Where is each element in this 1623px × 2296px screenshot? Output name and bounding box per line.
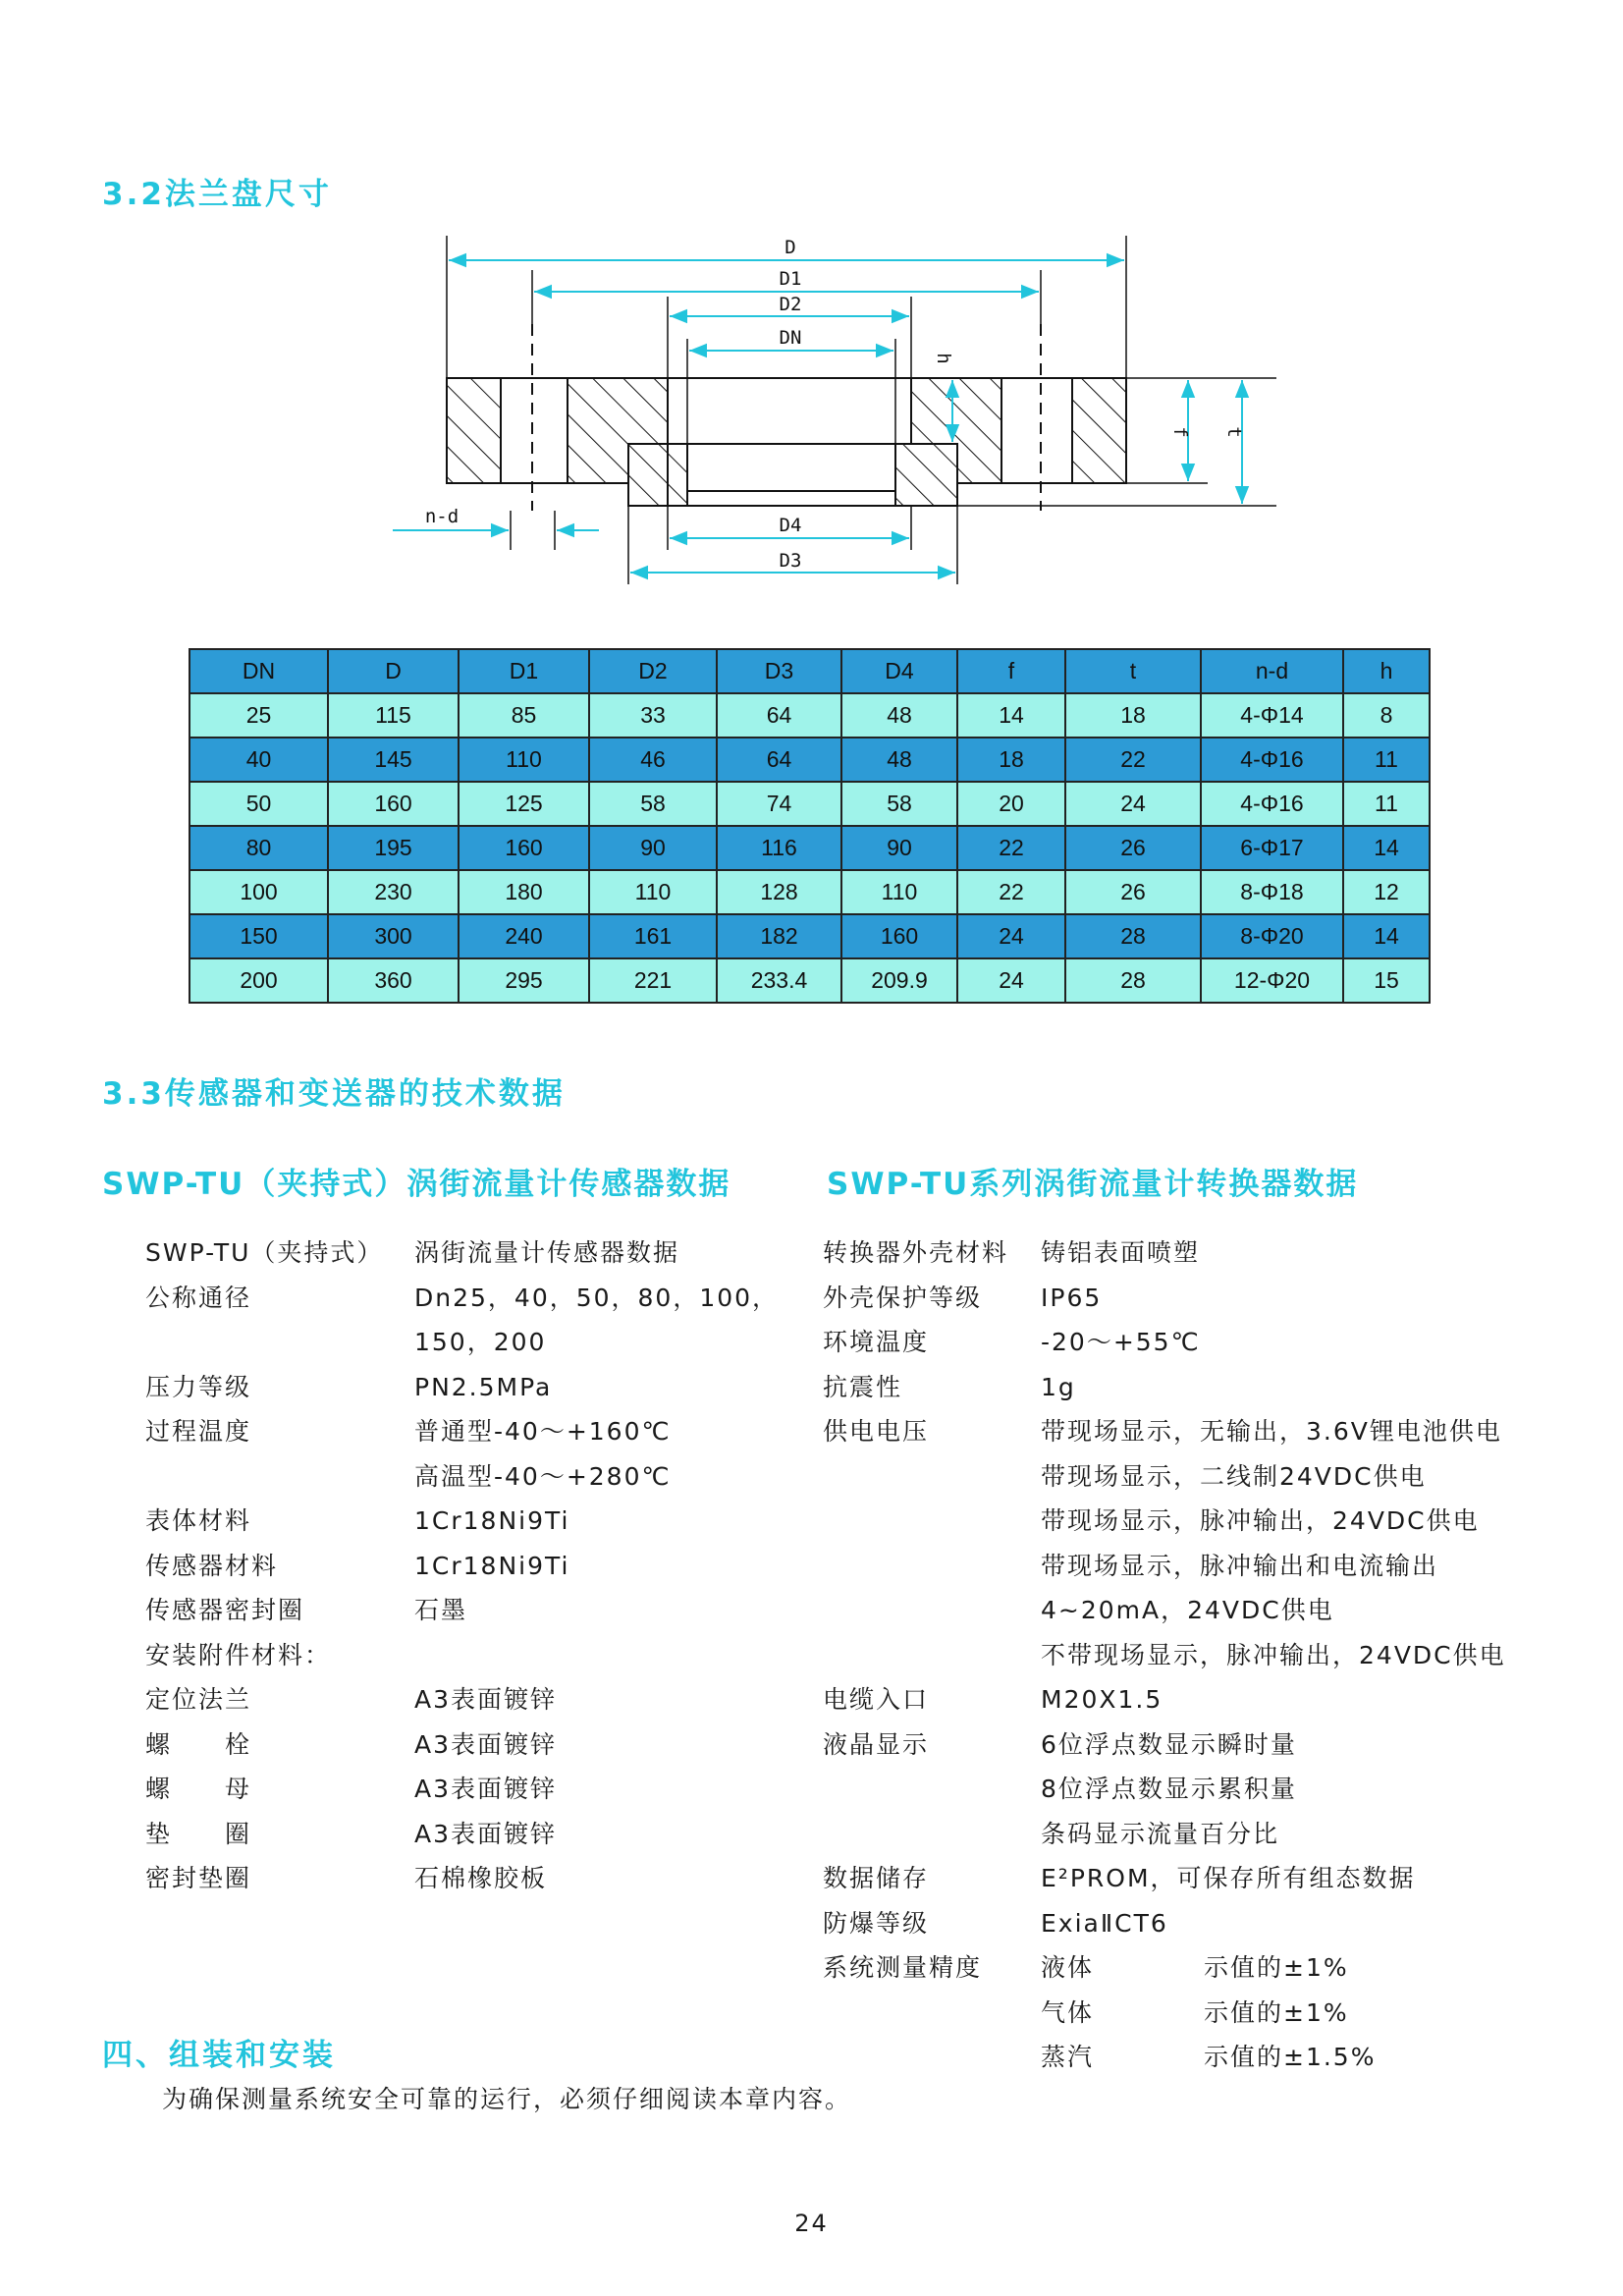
table-cell: 24 bbox=[957, 958, 1065, 1003]
table-cell: 64 bbox=[717, 738, 841, 782]
spec-value: 1Cr18Ni9Ti bbox=[414, 1551, 570, 1580]
table-cell: 160 bbox=[841, 914, 957, 958]
page-number: 24 bbox=[794, 2210, 829, 2237]
spec-value: 8位浮点数显示累积量 bbox=[1041, 1775, 1297, 1803]
flange-outline bbox=[447, 378, 1126, 506]
dim-label-DN: DN bbox=[779, 327, 802, 349]
spec-row bbox=[145, 1365, 779, 1410]
spec-row bbox=[823, 1677, 1506, 1722]
accuracy-row bbox=[823, 1945, 1506, 1991]
spec-value: PN2.5MPa bbox=[414, 1372, 553, 1401]
spec-label: SWP-TU（夹持式） bbox=[145, 1238, 384, 1267]
spec-label: 螺 栓 bbox=[145, 1729, 252, 1759]
spec-row bbox=[823, 1365, 1506, 1410]
spec-row bbox=[823, 1230, 1506, 1276]
spec-row bbox=[145, 1320, 779, 1365]
table-cell: 50 bbox=[189, 782, 328, 826]
spec-value: 石棉橡胶板 bbox=[414, 1864, 548, 1892]
accuracy-value: 示值的±1% bbox=[1204, 1997, 1349, 2027]
spec-row bbox=[823, 1812, 1506, 1857]
spec-row bbox=[823, 1320, 1506, 1365]
table-cell: 4-Φ16 bbox=[1201, 782, 1343, 826]
spec-label: 垫 圈 bbox=[145, 1819, 252, 1848]
spec-row bbox=[145, 1276, 779, 1321]
table-cell: 24 bbox=[1065, 782, 1201, 826]
table-cell: 28 bbox=[1065, 914, 1201, 958]
spec-label: 传感器材料 bbox=[145, 1551, 279, 1580]
table-cell: 22 bbox=[957, 826, 1065, 870]
table-cell: 150 bbox=[189, 914, 328, 958]
table-row bbox=[189, 738, 1430, 782]
spec-label: 过程温度 bbox=[145, 1417, 252, 1446]
spec-row bbox=[823, 1856, 1506, 1901]
spec-row bbox=[145, 1588, 779, 1633]
table-header-row bbox=[189, 649, 1430, 693]
spec-value: 1g bbox=[1041, 1372, 1076, 1401]
spec-row bbox=[145, 1409, 779, 1454]
spec-value: E²PROM，可保存所有组态数据 bbox=[1041, 1864, 1416, 1892]
table-cell: 160 bbox=[328, 782, 459, 826]
table-cell: 28 bbox=[1065, 958, 1201, 1003]
table-cell: 4-Φ16 bbox=[1201, 738, 1343, 782]
table-cell: 110 bbox=[841, 870, 957, 914]
table-cell: 48 bbox=[841, 738, 957, 782]
dim-label-f: f bbox=[1169, 426, 1191, 438]
dim-label-D1: D1 bbox=[779, 268, 802, 290]
table-cell: 12 bbox=[1343, 870, 1430, 914]
table-cell: 11 bbox=[1343, 782, 1430, 826]
spec-value: 不带现场显示，脉冲输出，24VDC供电 bbox=[1041, 1640, 1506, 1669]
table-cell: 125 bbox=[459, 782, 589, 826]
table-cell: 295 bbox=[459, 958, 589, 1003]
spec-row bbox=[145, 1230, 779, 1276]
table-cell: 8-Φ18 bbox=[1201, 870, 1343, 914]
spec-row bbox=[823, 1499, 1506, 1544]
spec-label: 抗震性 bbox=[823, 1372, 903, 1401]
spec-label: 转换器外壳材料 bbox=[823, 1238, 1009, 1267]
spec-label: 数据储存 bbox=[823, 1864, 930, 1892]
spec-label: 防爆等级 bbox=[823, 1908, 930, 1938]
table-cell: 200 bbox=[189, 958, 328, 1003]
spec-label: 供电电压 bbox=[823, 1417, 930, 1446]
spec-row bbox=[823, 1588, 1506, 1633]
table-header: t bbox=[1065, 649, 1201, 693]
table-header: D1 bbox=[459, 649, 589, 693]
table-cell: 14 bbox=[957, 693, 1065, 738]
accuracy-medium: 液体 bbox=[1041, 1953, 1095, 1982]
table-cell: 48 bbox=[841, 693, 957, 738]
table-cell: 116 bbox=[717, 826, 841, 870]
spec-value: 1Cr18Ni9Ti bbox=[414, 1506, 570, 1535]
table-cell: 233.4 bbox=[717, 958, 841, 1003]
spec-value: 高温型-40～+280℃ bbox=[414, 1461, 672, 1491]
spec-row bbox=[145, 1812, 779, 1857]
converter-spec-list bbox=[823, 1230, 1506, 2080]
table-cell: 46 bbox=[589, 738, 717, 782]
table-row bbox=[189, 693, 1430, 738]
table-cell: 230 bbox=[328, 870, 459, 914]
spec-value: 涡街流量计传感器数据 bbox=[414, 1238, 680, 1267]
dim-label-D2: D2 bbox=[779, 294, 802, 315]
table-cell: 300 bbox=[328, 914, 459, 958]
table-cell: 58 bbox=[589, 782, 717, 826]
spec-label: 公称通径 bbox=[145, 1283, 252, 1312]
sensor-spec-list bbox=[145, 1230, 779, 1901]
table-row bbox=[189, 870, 1430, 914]
table-cell: 160 bbox=[459, 826, 589, 870]
spec-label: 密封垫圈 bbox=[145, 1864, 252, 1892]
spec-row bbox=[823, 1276, 1506, 1321]
flange-section-right bbox=[895, 378, 1126, 506]
spec-value: Dn25，40，50，80，100， bbox=[414, 1283, 780, 1312]
dim-label-nd: n-d bbox=[424, 506, 460, 527]
spec-value: IP65 bbox=[1041, 1283, 1103, 1312]
spec-value: A3表面镀锌 bbox=[414, 1685, 558, 1714]
spec-value: 普通型-40～+160℃ bbox=[414, 1417, 672, 1446]
section-tech-title: 3.3传感器和变送器的技术数据 bbox=[102, 1076, 566, 1112]
spec-row bbox=[823, 1633, 1506, 1678]
table-cell: 14 bbox=[1343, 826, 1430, 870]
table-cell: 15 bbox=[1343, 958, 1430, 1003]
spec-value: 带现场显示，脉冲输出和电流输出 bbox=[1041, 1551, 1439, 1580]
table-cell: 80 bbox=[189, 826, 328, 870]
table-cell: 100 bbox=[189, 870, 328, 914]
table-row bbox=[189, 914, 1430, 958]
table-header: D bbox=[328, 649, 459, 693]
table-cell: 22 bbox=[1065, 738, 1201, 782]
dim-label-D3: D3 bbox=[779, 550, 802, 572]
section-flange-title: 3.2法兰盘尺寸 bbox=[102, 177, 332, 212]
table-cell: 85 bbox=[459, 693, 589, 738]
table-cell: 110 bbox=[459, 738, 589, 782]
table-cell: 8-Φ20 bbox=[1201, 914, 1343, 958]
spec-row bbox=[145, 1454, 779, 1500]
table-cell: 180 bbox=[459, 870, 589, 914]
spec-label: 安装附件材料： bbox=[145, 1640, 332, 1669]
table-cell: 4-Φ14 bbox=[1201, 693, 1343, 738]
table-cell: 25 bbox=[189, 693, 328, 738]
table-header: D4 bbox=[841, 649, 957, 693]
table-header: DN bbox=[189, 649, 328, 693]
spec-label: 外壳保护等级 bbox=[823, 1283, 983, 1312]
table-cell: 360 bbox=[328, 958, 459, 1003]
table-cell: 40 bbox=[189, 738, 328, 782]
table-cell: 90 bbox=[841, 826, 957, 870]
accuracy-row bbox=[823, 2035, 1506, 2080]
spec-value: 条码显示流量百分比 bbox=[1041, 1819, 1280, 1848]
table-cell: 20 bbox=[957, 782, 1065, 826]
table-cell: 128 bbox=[717, 870, 841, 914]
spec-label: 定位法兰 bbox=[145, 1685, 252, 1714]
table-header: D2 bbox=[589, 649, 717, 693]
dim-label-t: t bbox=[1223, 426, 1245, 438]
spec-row bbox=[823, 1544, 1506, 1589]
spec-value: A3表面镀锌 bbox=[414, 1729, 558, 1759]
table-cell: 22 bbox=[957, 870, 1065, 914]
table-cell: 221 bbox=[589, 958, 717, 1003]
install-intro: 为确保测量系统安全可靠的运行，必须仔细阅读本章内容。 bbox=[162, 2085, 852, 2113]
table-cell: 8 bbox=[1343, 693, 1430, 738]
table-header: D3 bbox=[717, 649, 841, 693]
spec-value: ExiaⅡCT6 bbox=[1041, 1908, 1168, 1938]
spec-label: 压力等级 bbox=[145, 1372, 252, 1401]
accuracy-medium: 气体 bbox=[1041, 1997, 1095, 2027]
table-header: f bbox=[957, 649, 1065, 693]
table-cell: 58 bbox=[841, 782, 957, 826]
spec-value: M20X1.5 bbox=[1041, 1685, 1163, 1714]
table-cell: 6-Φ17 bbox=[1201, 826, 1343, 870]
accuracy-medium: 蒸汽 bbox=[1041, 2043, 1095, 2071]
spec-label: 液晶显示 bbox=[823, 1729, 930, 1759]
spec-value: 150，200 bbox=[414, 1328, 547, 1356]
spec-row bbox=[823, 1767, 1506, 1812]
sensor-title: SWP-TU（夹持式）涡街流量计传感器数据 bbox=[102, 1167, 731, 1202]
spec-label: 传感器密封圈 bbox=[145, 1596, 305, 1624]
spec-label: 系统测量精度 bbox=[823, 1953, 983, 1982]
spec-value: A3表面镀锌 bbox=[414, 1819, 558, 1848]
spec-value: 带现场显示，二线制24VDC供电 bbox=[1041, 1461, 1427, 1491]
section-install-title: 四、组装和安装 bbox=[102, 2038, 336, 2073]
spec-row bbox=[823, 1722, 1506, 1768]
spec-value: 6位浮点数显示瞬时量 bbox=[1041, 1729, 1297, 1759]
table-cell: 14 bbox=[1343, 914, 1430, 958]
table-cell: 18 bbox=[957, 738, 1065, 782]
spec-label: 螺 母 bbox=[145, 1775, 252, 1803]
table-cell: 74 bbox=[717, 782, 841, 826]
flange-diagram bbox=[0, 0, 1623, 629]
table-cell: 18 bbox=[1065, 693, 1201, 738]
accuracy-value: 示值的±1% bbox=[1204, 1953, 1349, 1982]
spec-row bbox=[823, 1901, 1506, 1946]
converter-title: SWP-TU系列涡街流量计转换器数据 bbox=[827, 1167, 1359, 1202]
spec-row bbox=[145, 1544, 779, 1589]
spec-row bbox=[145, 1499, 779, 1544]
spec-value: 铸铝表面喷塑 bbox=[1041, 1238, 1201, 1267]
spec-row bbox=[145, 1856, 779, 1901]
table-cell: 110 bbox=[589, 870, 717, 914]
accuracy-value: 示值的±1.5% bbox=[1204, 2043, 1377, 2071]
spec-label: 环境温度 bbox=[823, 1328, 930, 1356]
accuracy-row bbox=[823, 1991, 1506, 2036]
table-cell: 195 bbox=[328, 826, 459, 870]
dim-label-D4: D4 bbox=[779, 515, 802, 536]
table-header: h bbox=[1343, 649, 1430, 693]
spec-row bbox=[145, 1767, 779, 1812]
spec-value: 带现场显示，脉冲输出，24VDC供电 bbox=[1041, 1506, 1480, 1535]
table-row bbox=[189, 826, 1430, 870]
table-cell: 209.9 bbox=[841, 958, 957, 1003]
spec-row bbox=[145, 1633, 779, 1678]
table-cell: 26 bbox=[1065, 826, 1201, 870]
table-cell: 182 bbox=[717, 914, 841, 958]
dim-label-h: h bbox=[933, 353, 954, 364]
spec-value: 石墨 bbox=[414, 1596, 468, 1624]
spec-row bbox=[823, 1409, 1506, 1454]
spec-value: 带现场显示，无输出，3.6V锂电池供电 bbox=[1041, 1417, 1502, 1446]
table-cell: 161 bbox=[589, 914, 717, 958]
table-cell: 145 bbox=[328, 738, 459, 782]
spec-label: 电缆入口 bbox=[823, 1685, 930, 1714]
flange-dimension-table bbox=[189, 648, 1431, 1004]
spec-label: 表体材料 bbox=[145, 1506, 252, 1535]
table-header: n-d bbox=[1201, 649, 1343, 693]
spec-value: A3表面镀锌 bbox=[414, 1775, 558, 1803]
table-cell: 24 bbox=[957, 914, 1065, 958]
table-cell: 33 bbox=[589, 693, 717, 738]
spec-row bbox=[823, 1454, 1506, 1500]
table-cell: 12-Φ20 bbox=[1201, 958, 1343, 1003]
spec-row bbox=[145, 1722, 779, 1768]
table-cell: 90 bbox=[589, 826, 717, 870]
table-row bbox=[189, 958, 1430, 1003]
table-cell: 240 bbox=[459, 914, 589, 958]
spec-value: -20～+55℃ bbox=[1041, 1328, 1201, 1356]
table-cell: 64 bbox=[717, 693, 841, 738]
table-row bbox=[189, 782, 1430, 826]
dim-label-D: D bbox=[784, 237, 796, 258]
table-cell: 115 bbox=[328, 693, 459, 738]
spec-row bbox=[145, 1677, 779, 1722]
flange-section-left bbox=[447, 378, 687, 506]
table-cell: 26 bbox=[1065, 870, 1201, 914]
table-cell: 11 bbox=[1343, 738, 1430, 782]
spec-value: 4~20mA，24VDC供电 bbox=[1041, 1596, 1334, 1624]
